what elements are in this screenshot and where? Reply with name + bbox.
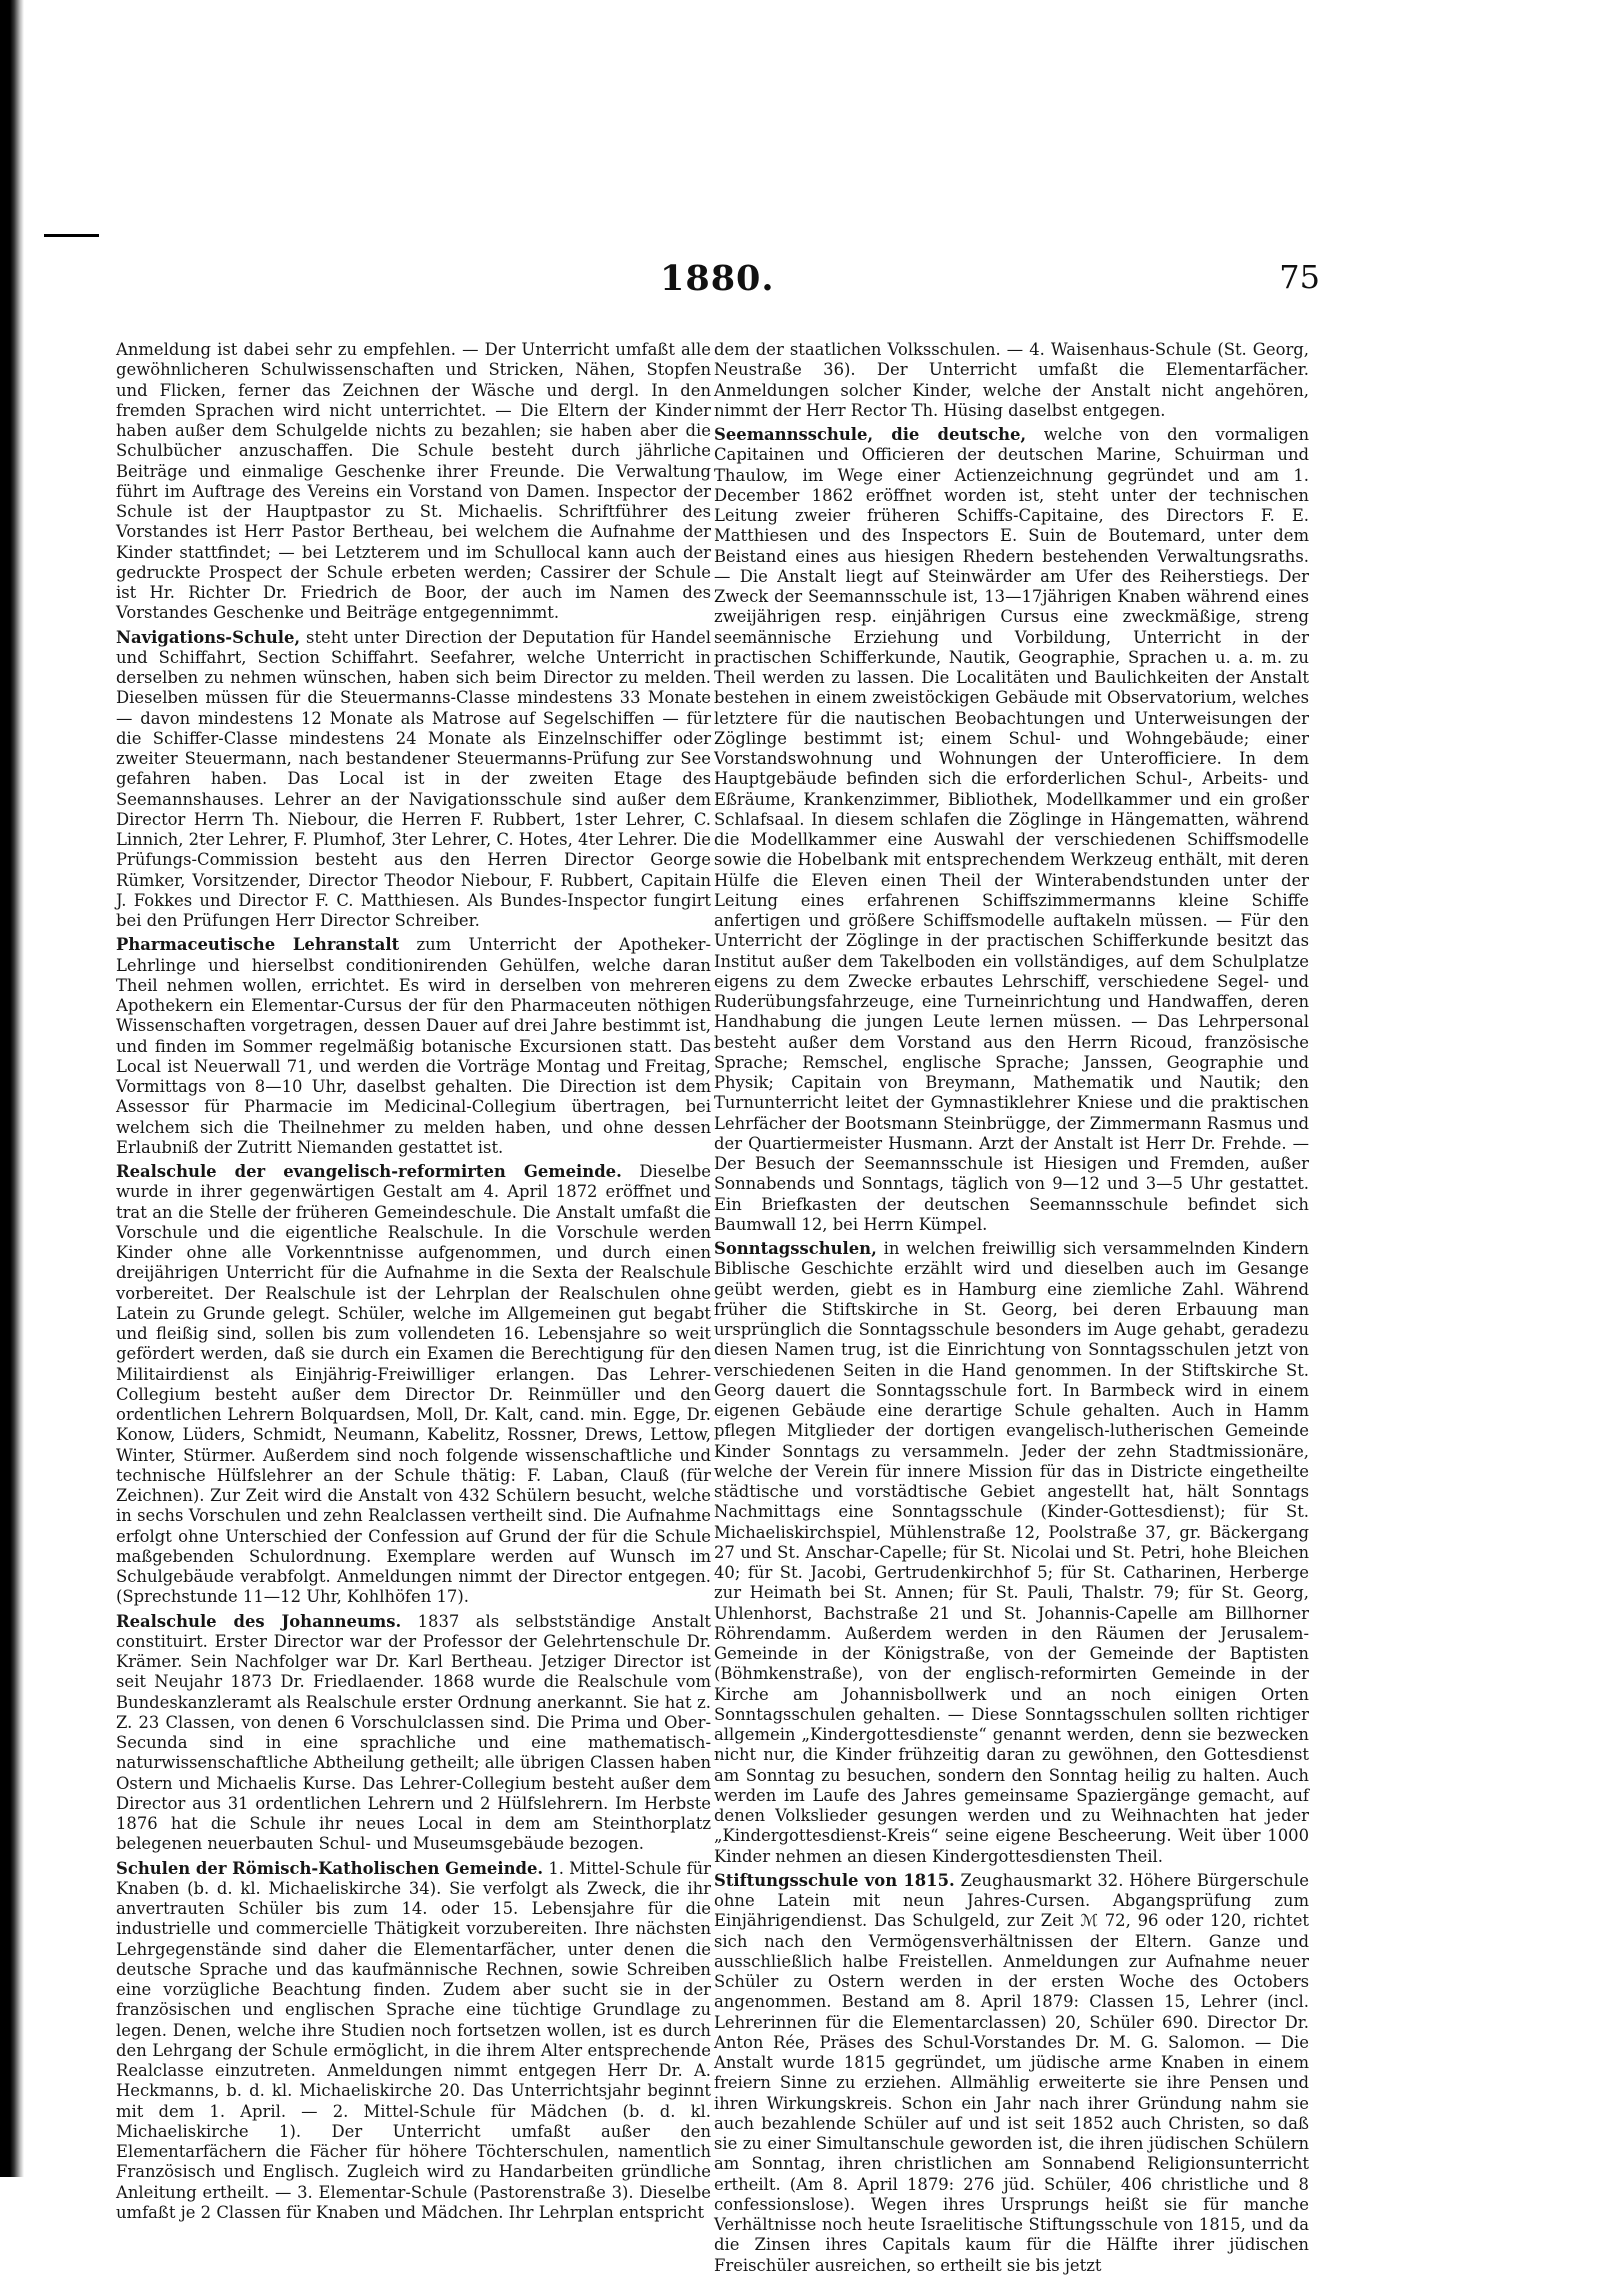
corner-rule [44, 234, 99, 237]
right-column [714, 340, 1309, 2280]
left-column [116, 340, 711, 2227]
paragraph-realschule-reformirt [116, 1162, 711, 1608]
paragraph-text: zum Unterricht der Apotheker-Lehrlinge und hierselbst conditionirenden Gehülfen, welche daran Theil nehmen wollen, errichtet. Es wird in derselben von mehreren Apothekern ein Elementar-Cursus der für den Pharmaceuten nöthigen Wissenschaften vorgetragen, dessen Dauer auf drei Jahre bestimmt ist, und finden im Sommer regelmäßig botanische Excursionen statt. Das Local ist Neuerwall 71, und werden die Vorträge Montag und Freitag, Vormittags von 8—10 Uhr, daselbst gehalten. Die Direction ist dem Assessor für Pharmacie im Medicinal-Collegium übertragen, bei welchem sich die Theilnehmer zu melden haben, und ohne dessen Erlaubniß der Zutritt Niemanden gestattet ist. [116, 935, 711, 1157]
page-number: 75 [1279, 258, 1320, 296]
paragraph-text: in welchen freiwillig sich versammelnden Kindern Biblische Geschichte erzählt wird und dieselben auch im Gesange geübt werden, giebt es in Hamburg eine ziemliche Zahl. Während früher die Stiftskirche in St. Georg, bei deren Erbauung man ursprünglich die Sonntagsschule besonders im Auge gehabt, geradezu diesen Namen trug, ist die Einrichtung von Sonntagsschulen jetzt von verschiedenen Seiten in die Hand genommen. In der Stiftskirche St. Georg dauert die Sonntagsschule fort. In Barmbeck wird in einem eigenen Gebäude eine derartige Schule gehalten. Auch in Hamm pflegen Mitglieder der dortigen evangelisch-lutherischen Gemeinde Kinder Sonntags zu versammeln. Jeder der zehn Stadtmissionäre, welche der Verein für innere Mission für das in Districte eingetheilte städtische und vorstädtische Gebiet angestellt hat, hält Sonntags Nachmittags eine Sonntagsschule (Kinder-Gottesdienst); für St. Michaeliskirchspiel, Mühlenstraße 12, Poolstraße 37, gr. Bäckergang 27 und St. Anschar-Capelle; für St. Nicolai und St. Petri, hohe Bleichen 40; für St. Jacobi, Gertrudenkirchhof 5; für St. Catharinen, Herberge zur Heimath bei St. Annen; für St. Pauli, Thalstr. 79; für St. Georg, Uhlenhorst, Bachstraße 21 und St. Johannis-Capelle am Billhorner Röhrendamm. Außerdem werden in den Räumen der Jerusalem-Gemeinde in der Königstraße, von der Gemeinde der Baptisten (Böhmkenstraße), von der englisch-reformirten Gemeinde in der Kirche am Johannisbollwerk und an noch einigen Orten Sonntagsschulen gehalten. — Diese Sonntagsschulen sollten richtiger allgemein „Kindergottesdienste“ genannt werden, denn sie bezwecken nicht nur, die Kinder frühzeitig daran zu gewöhnen, den Gottesdienst am Sonntag zu besuchen, sondern den Sonntag heilig zu halten. Auch werden im Laufe des Jahres gemeinsame Spaziergänge gemacht, auf denen Volkslieder gesungen werden und zu Weihnachten hat jeder „Kindergottesdienst-Kreis“ seine eigene Bescheerung. Weit über 1000 Kinder nehmen an diesen Kindergottesdiensten Theil. [714, 1239, 1309, 1866]
paragraph-text: welche von den vormaligen Capitainen und Officieren der deutschen Marine, Schuirman und Thaulow, im Wege einer Actienzeichnung gegründet und am 1. December 1862 eröffnet worden ist, steht unter der technischen Leitung zweier früheren Schiffs-Capitaine, des Directors F. E. Matthiesen und des Inspectors E. Suin de Boutemard, unter dem Beistand eines aus hiesigen Rhedern bestehenden Verwaltungsraths. — Die Anstalt liegt auf Steinwärder am Ufer des Reiherstiegs. Der Zweck der Seemannsschule ist, 13—17jährigen Knaben während eines zweijährigen resp. einjährigen Cursus eine zweckmäßige, streng seemännische Erziehung und Vorbildung, Unterricht in der practischen Schifferkunde, Nautik, Geographie, Sprachen u. a. m. zu Theil werden zu lassen. Die Localitäten und Baulichkeiten der Anstalt bestehen in einem zweistöckigen Gebäude mit Observatorium, welches letztere für die nautischen Beobachtungen und Unterweisungen der Zöglinge bestimmt ist; einem Schul- und Wohngebäude; einer Vorstandswohnung und Wohnungen der Unterofficiere. In dem Hauptgebäude befinden sich die erforderlichen Schul-, Arbeits- und Eßräume, Krankenzimmer, Bibliothek, Modellkammer und ein großer Schlafsaal. In diesem schlafen die Zöglinge in Hängematten, während die Modellkammer eine Auswahl der verschiedenen Schiffsmodelle sowie die Hobelbank mit entsprechendem Werkzeug enthält, mit deren Hülfe die Eleven einen Theil der Winterabendstunden unter der Leitung eines erfahrenen Schiffszimmermanns kleine Schiffe anfertigen und größere Schiffsmodelle auftakeln müssen. — Für den Unterricht der Zöglinge in der practischen Schifferkunde besitzt das Institut außer dem Takelboden ein vollständiges, auf dem Schulplatze eigens zu dem Zwecke erbautes Lehrschiff, verschiedene Segel- und Ruderübungsfahrzeuge, eine Turneinrichtung und Handwaffen, deren Handhabung die jungen Leute lernen müssen. — Das Lehrpersonal besteht außer dem Vorstand aus den Herrn Ricoud, französische Sprache; Remschel, englische Sprache; Janssen, Geographie und Physik; Capitain von Breymann, Mathematik und Nautik; den Turnunterricht leitet der Gymnastiklehrer Kniese und die praktischen Lehrfächer der Bootsmann Steinbrügge, der Zimmermann Rasmus und der Quartiermeister Husmann. Arzt der Anstalt ist Herr Dr. Frehde. — Der Besuch der Seemannsschule ist Hiesigen und Fremden, außer Sonnabends und Sonntags, täglich von 9—12 und 3—5 Uhr gestattet. Ein Briefkasten der deutschen Seemannsschule befindet sich Baumwall 12, bei Herrn Kümpel. [714, 425, 1309, 1234]
paragraph-katholische-schulen [116, 1859, 711, 2224]
paragraph-seemannsschule [714, 425, 1309, 1235]
paragraph-navigations-schule [116, 628, 711, 932]
section-title: Pharmaceutische Lehranstalt [116, 935, 400, 955]
paragraph-text: 1837 als selbstständige Anstalt constituirt. Erster Director war der Professor der Gelehrtenschule Dr. Krämer. Sein Nachfolger war Dr. Karl Bertheau. Jetziger Director ist seit Neujahr 1873 Dr. Friedlaender. 1868 wurde die Realschule vom Bundeskanzleramt als Realschule erster Ordnung anerkannt. Sie hat z. Z. 23 Classen, von denen 6 Vorschulclassen sind. Die Prima und Ober-Secunda sind in eine sprachliche und eine mathematisch-naturwissenschaftliche Abtheilung getheilt; alle übrigen Classen haben Ostern und Michaelis Kurse. Das Lehrer-Collegium besteht außer dem Director aus 31 ordentlichen Lehrern und 2 Hülfslehrern. Im Herbste 1876 hat die Schule ihr neues Local in dem am Steinthorplatz belegenen neuerbauten Schul- und Museumsgebäude bezogen. [116, 1611, 712, 1854]
section-title: Realschule des Johanneums. [116, 1611, 402, 1631]
paragraph-sonntagsschulen [714, 1239, 1309, 1867]
page-year: 1880. [660, 258, 775, 299]
paragraph-intro [116, 340, 711, 624]
paragraph-text: Zeughausmarkt 32. Höhere Bürgerschule ohne Latein mit neun Jahres-Cursen. Abgangsprüfung zum Einjährigendienst. Das Schulgeld, zur Zeit ℳ 72, 96 oder 120, richtet sich nach den Vermögensverhältnissen der Eltern. Ganze und ausschließlich halbe Freistellen. Anmeldungen zur Aufnahme neuer Schüler zu Ostern werden in der ersten Woche des Octobers angenommen. Bestand am 8. April 1879: Classen 15, Lehrer (incl. Lehrerinnen für die Elementarclassen) 20, Schüler 690. Director Dr. Anton Rée, Präses des Schul-Vorstandes Dr. M. G. Salomon. — Die Anstalt wurde 1815 gegründet, um jüdische arme Knaben in einem freiern Sinne zu erziehen. Allmählig erweiterte sie ihre Pensen und ihren Wirkungskreis. Schon ein Jahr nach ihrer Gründung nahm sie auch bezahlende Schüler auf und ist seit 1852 auch Christen, so daß sie zu einer Simultanschule geworden ist, die ihren jüdischen Schülern am Sonntag, ihren christlichen am Sonnabend Religionsunterricht ertheilt. (Am 8. April 1879: 276 jüd. Schüler, 406 christliche und 8 confessionslose). Wegen ihres Ursprungs heißt sie für manche Verhältnisse noch heute Israelitische Stiftungsschule von 1815, und da die Zinsen ihres Capitals kaum für die Hälfte ihrer jüdischen Freischüler ausreichen, so ertheilt sie bis jetzt [714, 1870, 1309, 2275]
book-page [24, 0, 1600, 2275]
paragraph-text: 1. Mittel-Schule für Knaben (b. d. kl. Michaeliskirche 34). Sie verfolgt als Zweck, die ihr anvertrauten Schüler bis zum 14. oder 15. Lebensjahre für die industrielle und commercielle Thätigkeit vorzubereiten. Ihre nächsten Lehrgegenstände sind daher die Elementarfächer, unter denen die deutsche Sprache und das kaufmännische Rechnen, sowie Schreiben eine vorzügliche Beachtung finden. Zudem aber sucht sie in der französischen und englischen Sprache eine tüchtige Grundlage zu legen. Denen, welche ihre Studien noch fortsetzen wollen, ist es durch den Lehrgang der Schule ermöglicht, in die ihrem Alter entsprechende Realclasse einzutreten. Anmeldungen nimmt entgegen Herr Dr. A. Heckmanns, b. d. kl. Michaeliskirche 20. Das Unterrichtsjahr beginnt mit dem 1. April. — 2. Mittel-Schule für Mädchen (b. d. kl. Michaeliskirche 1). Der Unterricht umfaßt außer den Elementarfächern die Fächer für höhere Töchterschulen, namentlich Französisch und Englisch. Zugleich wird zu Handarbeiten gründliche Anleitung ertheilt. — 3. Elementar-Schule (Pastorenstraße 3). Dieselbe umfaßt je 2 Classen für Knaben und Mädchen. Ihr Lehrplan entspricht [116, 1858, 711, 2222]
section-title: Sonntagsschulen, [714, 1239, 877, 1258]
section-title: Navigations-Schule, [116, 627, 301, 647]
book-binding-edge [0, 0, 24, 2177]
paragraph-realschule-johanneum [116, 1612, 711, 1855]
paragraph-stiftungsschule [714, 1871, 1309, 2276]
section-title: Schulen der Römisch-Katholischen Gemeinde. [116, 1858, 544, 1878]
paragraph-text: dem der staatlichen Volksschulen. — 4. Waisenhaus-Schule (St. Georg, Neustraße 36). Der Unterricht umfaßt die Elementarfächer. Anmeldungen solcher Kinder, welche der Anstalt nicht angehören, nimmt der Herr Rector Th. Hüsing daselbst entgegen. [714, 340, 1309, 420]
paragraph-text: Dieselbe wurde in ihrer gegenwärtigen Gestalt am 4. April 1872 eröffnet und trat an die Stelle der früheren Gemeindeschule. Die Anstalt umfaßt die Vorschule und die eigentliche Realschule. In die Vorschule werden Kinder ohne alle Vorkenntnisse aufgenommen, und durch einen dreijährigen Unterricht für die Aufnahme in die Sexta der Realschule vorbereitet. Der Realschule ist der Lehrplan der Realschulen ohne Latein zu Grunde gelegt. Schüler, welche im Allgemeinen gut begabt und fleißig sind, sollen bis zum vollendeten 16. Lebensjahre so weit gefördert werden, daß sie durch ein Examen die Berechtigung für den Militairdienst als Einjährig-Freiwilliger erlangen. Das Lehrer-Collegium besteht außer dem Director Dr. Reinmüller und den ordentlichen Lehrern Bolquardsen, Moll, Dr. Kalt, cand. min. Egge, Dr. Konow, Lüders, Schmidt, Neumann, Kabelitz, Rossner, Drews, Lettow, Winter, Stürmer. Außerdem sind noch folgende wissenschaftliche und technische Hülfslehrer an der Schule thätig: F. Laban, Clauß (für Zeichnen). Zur Zeit wird die Anstalt von 432 Schülern besucht, welche in sechs Vorschulen und zehn Realclassen vertheilt sind. Die Aufnahme erfolgt ohne Unterschied der Confession auf Grund der für die Schule maßgebenden Schulordnung. Exemplare werden auf Wunsch im Schulgebäude verabfolgt. Anmeldungen nimmt der Director entgegen. (Sprechstunde 11—12 Uhr, Kohlhöfen 17). [116, 1162, 711, 1607]
page-header [100, 258, 1320, 318]
paragraph-text: Anmeldung ist dabei sehr zu empfehlen. — Der Unterricht umfaßt alle gewöhnlicheren Schulwissenschaften und Stricken, Nähen, Stopfen und Flicken, ferner das Zeichnen der Wäsche und dergl. In den fremden Sprachen wird nicht unterrichtet. — Die Eltern der Kinder haben außer dem Schulgelde nichts zu bezahlen; sie haben aber die Schulbücher anzuschaffen. Die Schule besteht durch jährliche Beiträge und einmalige Geschenke ihrer Freunde. Die Verwaltung führt im Auftrage des Vereins ein Vorstand von Damen. Inspector der Schule ist der Hauptpastor zu St. Michaelis. Schriftführer des Vorstandes ist Herr Pastor Bertheau, bei welchem die Aufnahme der Kinder stattfindet; — bei Letzterem und im Schullocal kann auch der gedruckte Prospect der Schule erbeten werden; Cassirer der Schule ist Hr. Richter Dr. Friedrich de Boor, der auch im Namen des Vorstandes Geschenke und Beiträge entgegennimmt. [116, 340, 711, 623]
paragraph-text: steht unter Direction der Deputation für Handel und Schiffahrt, Section Schiffahrt. Seefahrer, welche Unterricht in derselben zu nehmen wünschen, haben sich beim Director zu melden. Dieselben müssen für die Steuermanns-Classe mindestens 33 Monate — davon mindestens 12 Monate als Matrose auf Segelschiffen — für die Schiffer-Classe mindestens 24 Monate als Einzelnschiffer oder zweiter Steuermann, nach bestandener Steuermanns-Prüfung zur See gefahren haben. Das Local ist in der zweiten Etage des Seemannshauses. Lehrer an der Navigationsschule sind außer dem Director Herrn Th. Niebour, die Herren F. Rubbert, 1ster Lehrer, C. Linnich, 2ter Lehrer, F. Plumhof, 3ter Lehrer, C. Hotes, 4ter Lehrer. Die Prüfungs-Commission besteht aus den Herren Director George Rümker, Vorsitzender, Director Theodor Niebour, F. Rubbert, Capitain J. Fokkes und Director F. C. Matthiesen. Als Bundes-Inspector fungirt bei den Prüfungen Herr Director Schreiber. [116, 627, 711, 930]
paragraph-pharmaceutische-lehranstalt [116, 935, 711, 1158]
section-title: Stiftungsschule von 1815. [714, 1870, 955, 1890]
section-title: Seemannsschule, die deutsche, [714, 425, 1027, 444]
section-title: Realschule der evangelisch-reformirten Gemeinde. [116, 1162, 622, 1181]
paragraph-waisenhaus-schule [714, 340, 1309, 421]
